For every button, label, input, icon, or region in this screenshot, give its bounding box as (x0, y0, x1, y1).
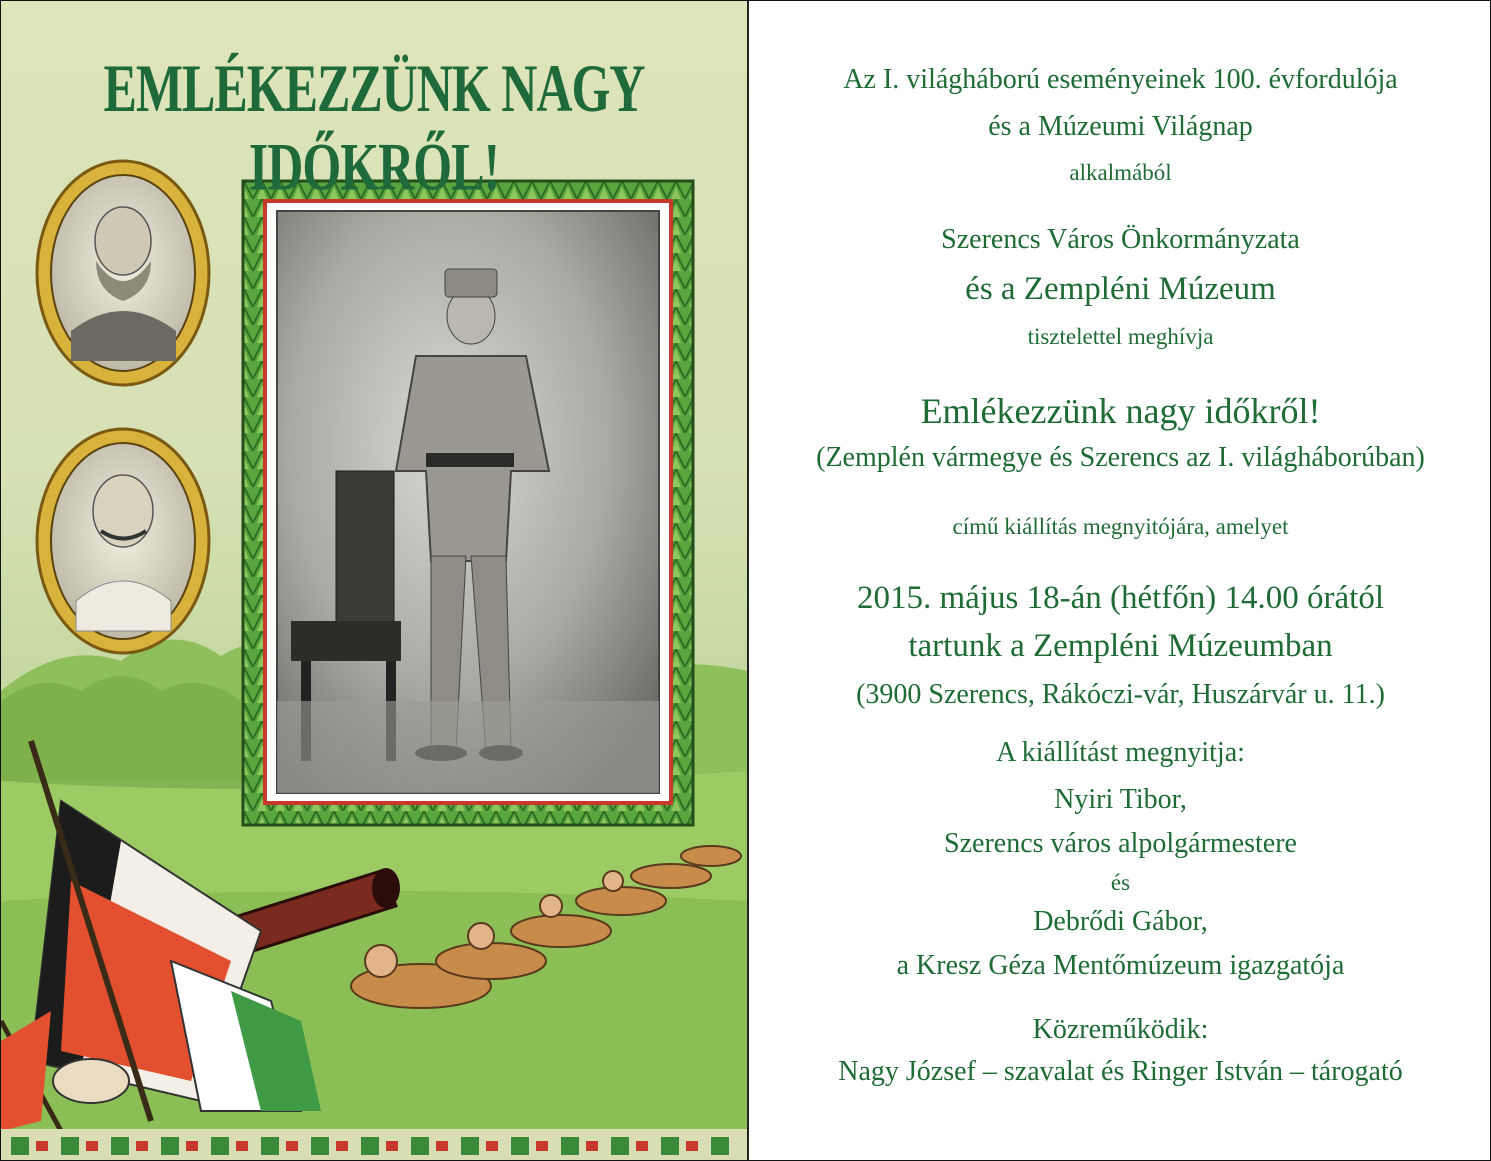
and-word: és (1110, 870, 1131, 895)
photo-frame (243, 181, 693, 825)
opening-line: című kiállítás megnyitójára, amelyet (952, 514, 1289, 539)
contributors-line: Nagy József – szavalat és Ringer István – tárogató (838, 1056, 1403, 1087)
intro-line-3: alkalmából (1069, 160, 1172, 185)
speaker-2-role: a Kresz Géza Mentőmúzeum igazgatója (896, 950, 1345, 981)
poster-title: EMLÉKEZZÜNK NAGY IDŐKRŐL! (103, 50, 645, 205)
portrait-bottom (37, 429, 209, 653)
opened-by-label: A kiállítást megnyitja: (996, 737, 1245, 768)
venue-line: tartunk a Zempléni Múzeumban (908, 628, 1333, 664)
intro-line-1: Az I. világháború eseményeinek 100. évfordulója (843, 64, 1398, 95)
exhibition-title: Emlékezzünk nagy időkről! (920, 391, 1321, 431)
intro-line-2: és a Múzeumi Világnap (988, 111, 1253, 142)
poster-panel (1, 1, 749, 1161)
date-line: 2015. május 18-án (hétfőn) 14.00 órától (857, 580, 1384, 616)
exhibition-subtitle: (Zemplén vármegye és Szerencs az I. világháborúban) (816, 442, 1425, 473)
contributors-label: Közreműködik: (1032, 1014, 1209, 1045)
invites-line: tisztelettel meghívja (1027, 324, 1214, 349)
host-line-1: Szerencs Város Önkormányzata (941, 224, 1300, 255)
speaker-1-role: Szerencs város alpolgármestere (944, 828, 1297, 859)
host-line-2: és a Zempléni Múzeum (965, 271, 1276, 307)
address-line: (3900 Szerencs, Rákóczi-vár, Huszárvár u. 11.) (856, 679, 1385, 710)
drum-icon (53, 1059, 129, 1103)
speaker-2-name: Debrődi Gábor, (1033, 906, 1208, 937)
invitation-text (751, 1, 1490, 1161)
speaker-1-name: Nyiri Tibor, (1054, 784, 1187, 815)
